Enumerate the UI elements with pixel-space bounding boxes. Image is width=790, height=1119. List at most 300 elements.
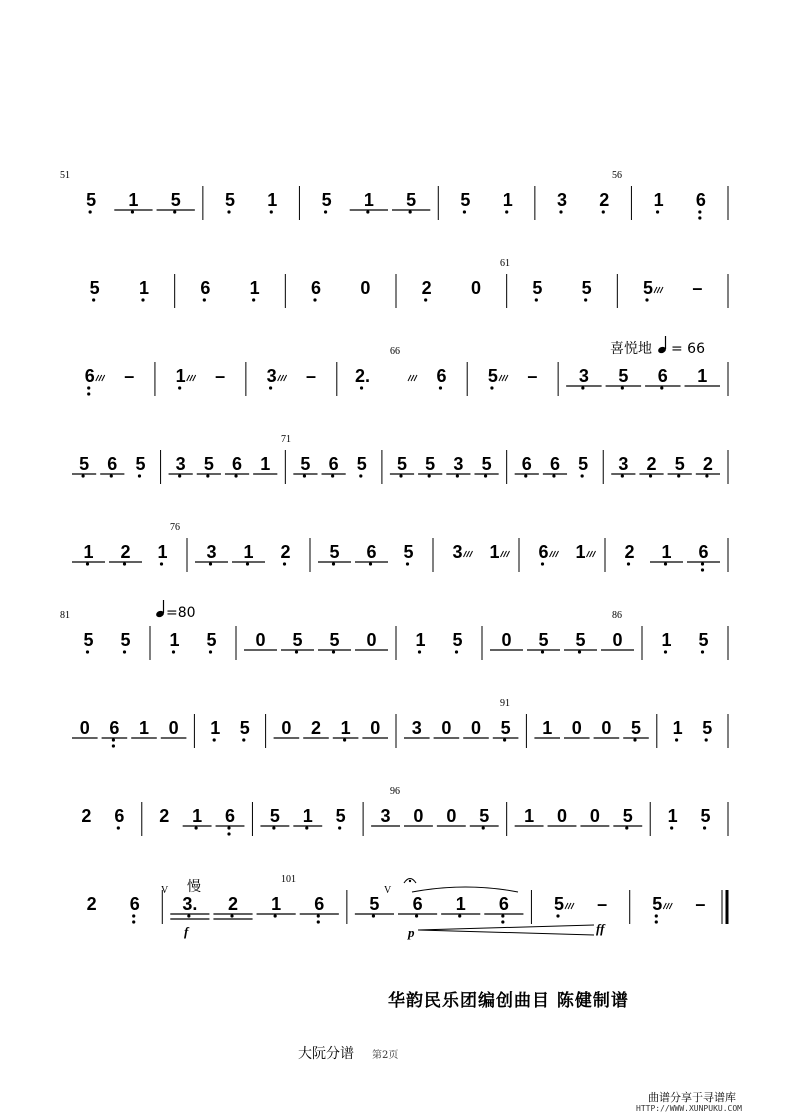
octave-dot — [213, 738, 216, 741]
octave-dot — [372, 914, 375, 917]
tremolo-mark — [669, 903, 672, 909]
tremolo-mark — [408, 375, 411, 381]
page-number: 第2页 — [372, 1050, 399, 1061]
note-digit: 0 — [556, 806, 568, 826]
note-digit: 3 — [266, 366, 277, 386]
note-digit: – — [124, 366, 135, 386]
note-digit: 0 — [470, 718, 482, 738]
octave-dot — [86, 562, 89, 565]
octave-dot — [484, 474, 487, 477]
note-digit: 5 — [321, 190, 332, 210]
note-digit: 0 — [612, 630, 623, 650]
note-digit: 2 — [624, 542, 635, 562]
measure-number: 96 — [390, 786, 400, 797]
tremolo-mark — [499, 375, 502, 381]
note-digit: 5 — [452, 630, 463, 650]
note-digit: – — [527, 366, 538, 386]
note-digit: 5 — [578, 454, 589, 474]
note-digit: 1 — [260, 454, 271, 474]
octave-dot — [503, 738, 506, 741]
note-digit: 6 — [695, 190, 706, 210]
note-digit: 5 — [86, 190, 97, 210]
note-digit: 5 — [500, 718, 511, 738]
octave-dot — [313, 298, 316, 301]
octave-dot — [81, 474, 84, 477]
octave-dot — [369, 562, 372, 565]
note-digit: 1 — [697, 366, 708, 386]
tremolo-mark — [504, 551, 507, 557]
note-digit: 3 — [453, 454, 464, 474]
note-digit: 5 — [698, 630, 709, 650]
octave-dot — [424, 298, 427, 301]
octave-dot — [160, 562, 163, 565]
note-digit: 2 — [86, 894, 97, 914]
octave-dot — [209, 650, 212, 653]
note-digit: 0 — [446, 806, 457, 826]
note-digit: 0 — [501, 630, 512, 650]
tremolo-mark — [657, 287, 660, 293]
octave-dot — [675, 738, 678, 741]
octave-dot — [92, 298, 95, 301]
octave-dot — [541, 562, 544, 565]
note-digit: 5 — [369, 894, 380, 914]
octave-dot — [123, 650, 126, 653]
octave-dot — [501, 914, 504, 917]
note-digit: 6 — [412, 894, 423, 914]
note-digit: 6 — [310, 278, 322, 298]
note-digit: 5 — [622, 806, 633, 826]
note-digit: 2. — [355, 366, 371, 386]
fermata-icon — [404, 879, 416, 884]
note-digit: 1 — [575, 542, 586, 562]
octave-dot — [698, 216, 701, 219]
octave-dot — [132, 914, 135, 917]
octave-dot — [633, 738, 636, 741]
note-digit: 6 — [366, 542, 377, 562]
note-digit: 2 — [310, 718, 322, 738]
octave-dot — [625, 826, 628, 829]
note-digit: 1 — [489, 542, 500, 562]
measure-number: 81 — [60, 610, 70, 621]
note-digit: 2 — [280, 542, 291, 562]
note-digit: 5 — [356, 454, 367, 474]
octave-dot — [89, 210, 92, 213]
note-digit: 1 — [502, 190, 513, 210]
octave-dot — [272, 826, 275, 829]
octave-dot — [305, 826, 308, 829]
note-digit: 1 — [128, 190, 139, 210]
note-digit: 3 — [556, 190, 568, 210]
note-digit: 6 — [200, 278, 211, 298]
note-digit: 5 — [224, 190, 236, 210]
octave-dot — [463, 210, 466, 213]
note-digit: 1 — [210, 718, 221, 738]
note-digit: 5 — [120, 630, 131, 650]
note-digit: 0 — [441, 718, 452, 738]
note-digit: 6 — [698, 542, 709, 562]
note-digit: 6 — [84, 366, 95, 386]
octave-dot — [283, 562, 286, 565]
tremolo-mark — [278, 375, 281, 381]
octave-dot — [559, 210, 562, 213]
tremolo-mark — [501, 551, 504, 557]
note-digit: 6 — [538, 542, 549, 562]
note-digit: 5 — [553, 894, 565, 914]
octave-dot — [332, 650, 335, 653]
octave-dot — [359, 474, 362, 477]
note-digit: 6 — [114, 806, 125, 826]
octave-dot — [317, 914, 320, 917]
octave-dot — [505, 210, 508, 213]
crescendo-hairpin — [418, 925, 594, 935]
octave-dot — [112, 744, 115, 747]
tremolo-mark — [553, 551, 556, 557]
octave-dot — [705, 738, 708, 741]
note-digit: 3 — [452, 542, 463, 562]
octave-dot — [656, 210, 659, 213]
note-digit: 5 — [170, 190, 181, 210]
octave-dot — [242, 738, 245, 741]
tremolo-mark — [507, 551, 510, 557]
tremolo-mark — [590, 551, 593, 557]
octave-dot — [86, 650, 89, 653]
tremolo-mark — [556, 551, 559, 557]
part-title: 大阮分谱 — [298, 1046, 354, 1062]
octave-dot — [455, 650, 458, 653]
octave-dot — [274, 914, 277, 917]
octave-dot — [664, 650, 667, 653]
note-digit: 1 — [83, 542, 94, 562]
octave-dot — [303, 474, 306, 477]
octave-dot — [581, 386, 584, 389]
note-digit: 0 — [366, 630, 377, 650]
octave-dot — [698, 210, 701, 213]
octave-dot — [227, 832, 230, 835]
octave-dot — [338, 826, 341, 829]
note-digit: 0 — [79, 718, 90, 738]
measure-number: 71 — [281, 434, 291, 445]
tremolo-mark — [505, 375, 508, 381]
note-digit: 5 — [425, 454, 436, 474]
note-digit: 5 — [581, 278, 592, 298]
note-digit: 0 — [168, 718, 179, 738]
note-digit: – — [215, 366, 226, 386]
note-digit: 5 — [406, 190, 417, 210]
tremolo-mark — [565, 903, 568, 909]
tremolo-mark — [660, 287, 663, 293]
note-digit: 5 — [239, 718, 250, 738]
tremolo-mark — [502, 375, 505, 381]
note-digit: 0 — [413, 806, 424, 826]
note-digit: 0 — [255, 630, 266, 650]
note-digit: 6 — [657, 366, 668, 386]
note-digit: 0 — [360, 278, 371, 298]
measure-number: 86 — [612, 610, 622, 621]
quarter-note-icon — [657, 336, 667, 354]
note-digit: 2 — [120, 542, 131, 562]
note-digit: 6 — [109, 718, 120, 738]
octave-dot — [439, 386, 442, 389]
tremolo-mark — [284, 375, 287, 381]
note-digit: 1 — [340, 718, 351, 738]
octave-dot — [295, 650, 298, 653]
measure-number: 66 — [390, 346, 400, 357]
octave-dot — [645, 298, 648, 301]
note-digit: 1 — [542, 718, 553, 738]
tempo-slow: 慢 — [187, 879, 201, 895]
note-digit: 5 — [702, 718, 713, 738]
tremolo-mark — [464, 551, 467, 557]
octave-dot — [87, 386, 90, 389]
octave-dot — [649, 474, 652, 477]
octave-dot — [112, 738, 115, 741]
octave-dot — [324, 210, 327, 213]
octave-dot — [331, 474, 334, 477]
site-watermark: 曲谱分享于寻谱库 — [648, 1091, 736, 1104]
note-digit: 5 — [206, 630, 217, 650]
score-content — [72, 186, 728, 924]
note-digit: 0 — [589, 806, 600, 826]
note-digit: 2 — [159, 806, 170, 826]
octave-dot — [701, 562, 704, 565]
octave-dot — [602, 210, 605, 213]
octave-dot — [660, 386, 663, 389]
measure-number: 76 — [170, 522, 180, 533]
tremolo-mark — [99, 375, 102, 381]
note-digit: 2 — [227, 894, 239, 914]
octave-dot — [131, 210, 134, 213]
note-digit: 5 — [269, 806, 280, 826]
note-digit: 3 — [578, 366, 589, 386]
tie-arc — [412, 887, 518, 892]
octave-dot — [621, 386, 624, 389]
octave-dot — [482, 826, 485, 829]
octave-dot — [332, 562, 335, 565]
note-digit: 0 — [370, 718, 381, 738]
measure-number: 91 — [500, 698, 510, 709]
note-digit: 5 — [479, 806, 490, 826]
octave-dot — [187, 914, 190, 917]
note-digit: 5 — [135, 454, 146, 474]
octave-dot — [703, 826, 706, 829]
octave-dot — [409, 210, 412, 213]
octave-dot — [621, 474, 624, 477]
octave-dot — [524, 474, 527, 477]
octave-dot — [428, 474, 431, 477]
tremolo-mark — [587, 551, 590, 557]
note-digit: 5 — [642, 278, 654, 298]
note-digit: 6 — [107, 454, 118, 474]
tremolo-mark — [281, 375, 284, 381]
octave-dot — [87, 392, 90, 395]
octave-dot — [206, 474, 209, 477]
note-digit: – — [692, 278, 703, 298]
note-digit: 3 — [411, 718, 422, 738]
octave-dot — [584, 298, 587, 301]
octave-dot — [490, 386, 493, 389]
note-digit: 0 — [601, 718, 612, 738]
note-digit: 5 — [481, 454, 492, 474]
note-digit: – — [306, 366, 317, 386]
note-digit: 5 — [630, 718, 642, 738]
octave-dot — [110, 474, 113, 477]
octave-dot — [209, 562, 212, 565]
tremolo-mark — [102, 375, 105, 381]
octave-dot — [234, 474, 237, 477]
octave-dot — [227, 210, 230, 213]
measure-number: 101 — [281, 874, 296, 885]
octave-dot — [701, 650, 704, 653]
note-digit: 5 — [575, 630, 586, 650]
octave-dot — [406, 562, 409, 565]
note-digit: 0 — [470, 278, 482, 298]
note-digit: 1 — [302, 806, 313, 826]
note-digit: 5 — [403, 542, 414, 562]
note-digit: 5 — [79, 454, 90, 474]
tremolo-mark — [568, 903, 571, 909]
octave-dot — [132, 920, 135, 923]
note-digit: 5 — [89, 278, 100, 298]
note-digit: 1 — [157, 542, 168, 562]
octave-dot — [360, 386, 363, 389]
octave-dot — [227, 826, 230, 829]
note-digit: 6 — [436, 366, 447, 386]
note-digit: – — [597, 894, 608, 914]
dynamic-p: p — [408, 925, 415, 940]
note-digit: 5 — [538, 630, 549, 650]
note-digit: 5 — [396, 454, 408, 474]
octave-dot — [178, 474, 181, 477]
measure-number: 61 — [500, 258, 510, 269]
note-digit: 1 — [243, 542, 254, 562]
note-digit: 6 — [314, 894, 325, 914]
note-digit: 1 — [672, 718, 683, 738]
note-digit: 1 — [667, 806, 678, 826]
note-digit: 5 — [700, 806, 711, 826]
octave-dot — [366, 210, 369, 213]
breath-mark: V — [384, 885, 392, 896]
octave-dot — [556, 914, 559, 917]
octave-dot — [677, 474, 680, 477]
octave-dot — [581, 474, 584, 477]
octave-dot — [655, 914, 658, 917]
octave-dot — [270, 210, 273, 213]
note-digit: 6 — [521, 454, 532, 474]
measure-number: 51 — [60, 170, 70, 181]
measure-number: 56 — [612, 170, 622, 181]
note-digit: 2 — [702, 454, 713, 474]
tempo-text: 喜悦地 — [610, 341, 652, 357]
note-digit: 1 — [169, 630, 180, 650]
note-digit: 2 — [421, 278, 432, 298]
tremolo-mark — [187, 375, 190, 381]
note-digit: 1 — [363, 190, 374, 210]
note-digit: 5 — [329, 630, 340, 650]
octave-dot — [701, 568, 704, 571]
octave-dot — [655, 920, 658, 923]
note-digit: 1 — [415, 630, 426, 650]
octave-dot — [252, 298, 255, 301]
note-digit: 2 — [646, 454, 657, 474]
octave-dot — [343, 738, 346, 741]
octave-dot — [203, 298, 206, 301]
note-digit: 5 — [329, 542, 340, 562]
note-digit: 5 — [618, 366, 629, 386]
octave-dot — [535, 298, 538, 301]
tremolo-mark — [663, 903, 666, 909]
note-digit: 5 — [674, 454, 685, 474]
note-digit: 0 — [571, 718, 582, 738]
tremolo-mark — [414, 375, 417, 381]
arranger-credit: 华韵民乐团编创曲目 陈健制谱 — [388, 991, 629, 1011]
octave-dot — [664, 562, 667, 565]
octave-dot — [317, 920, 320, 923]
octave-dot — [117, 826, 120, 829]
note-digit: 1 — [661, 630, 672, 650]
note-digit: – — [695, 894, 706, 914]
octave-dot — [138, 474, 141, 477]
dynamic-f: f — [184, 924, 189, 939]
octave-dot — [230, 914, 233, 917]
note-digit: 1 — [524, 806, 535, 826]
note-digit: 6 — [232, 454, 243, 474]
note-digit: 5 — [487, 366, 498, 386]
note-digit: 1 — [138, 278, 150, 298]
octave-dot — [415, 914, 418, 917]
note-digit: 5 — [203, 454, 214, 474]
site-url: HTTP://WWW.XUNPUKU.COM — [636, 1104, 742, 1113]
octave-dot — [578, 650, 581, 653]
octave-dot — [705, 474, 708, 477]
note-digit: 1 — [249, 278, 260, 298]
note-digit: 1 — [192, 806, 203, 826]
tremolo-mark — [411, 375, 414, 381]
octave-dot — [456, 474, 459, 477]
octave-dot — [501, 920, 504, 923]
note-digit: 6 — [328, 454, 339, 474]
tempo-value: =80 — [166, 605, 196, 621]
note-digit: 0 — [281, 718, 292, 738]
note-digit: 6 — [498, 894, 509, 914]
tremolo-mark — [571, 903, 574, 909]
octave-dot — [269, 386, 272, 389]
note-digit: 1 — [267, 190, 278, 210]
note-digit: 5 — [300, 454, 311, 474]
note-digit: 3 — [206, 542, 217, 562]
tremolo-mark — [190, 375, 193, 381]
quarter-note-icon — [155, 600, 165, 618]
octave-dot — [399, 474, 402, 477]
tremolo-mark — [96, 375, 99, 381]
octave-dot — [123, 562, 126, 565]
note-digit: 2 — [81, 806, 92, 826]
note-digit: 3 — [175, 454, 186, 474]
note-digit: 1 — [175, 366, 186, 386]
note-digit: 5 — [652, 894, 663, 914]
note-digit: 1 — [138, 718, 150, 738]
note-digit: 3 — [618, 454, 629, 474]
note-digit: 5 — [83, 630, 94, 650]
octave-dot — [458, 914, 461, 917]
note-digit: 5 — [335, 806, 346, 826]
breath-mark: V — [161, 885, 169, 896]
octave-dot — [552, 474, 555, 477]
octave-dot — [541, 650, 544, 653]
tremolo-mark — [550, 551, 553, 557]
octave-dot — [141, 298, 144, 301]
tremolo-mark — [470, 551, 473, 557]
octave-dot — [418, 650, 421, 653]
